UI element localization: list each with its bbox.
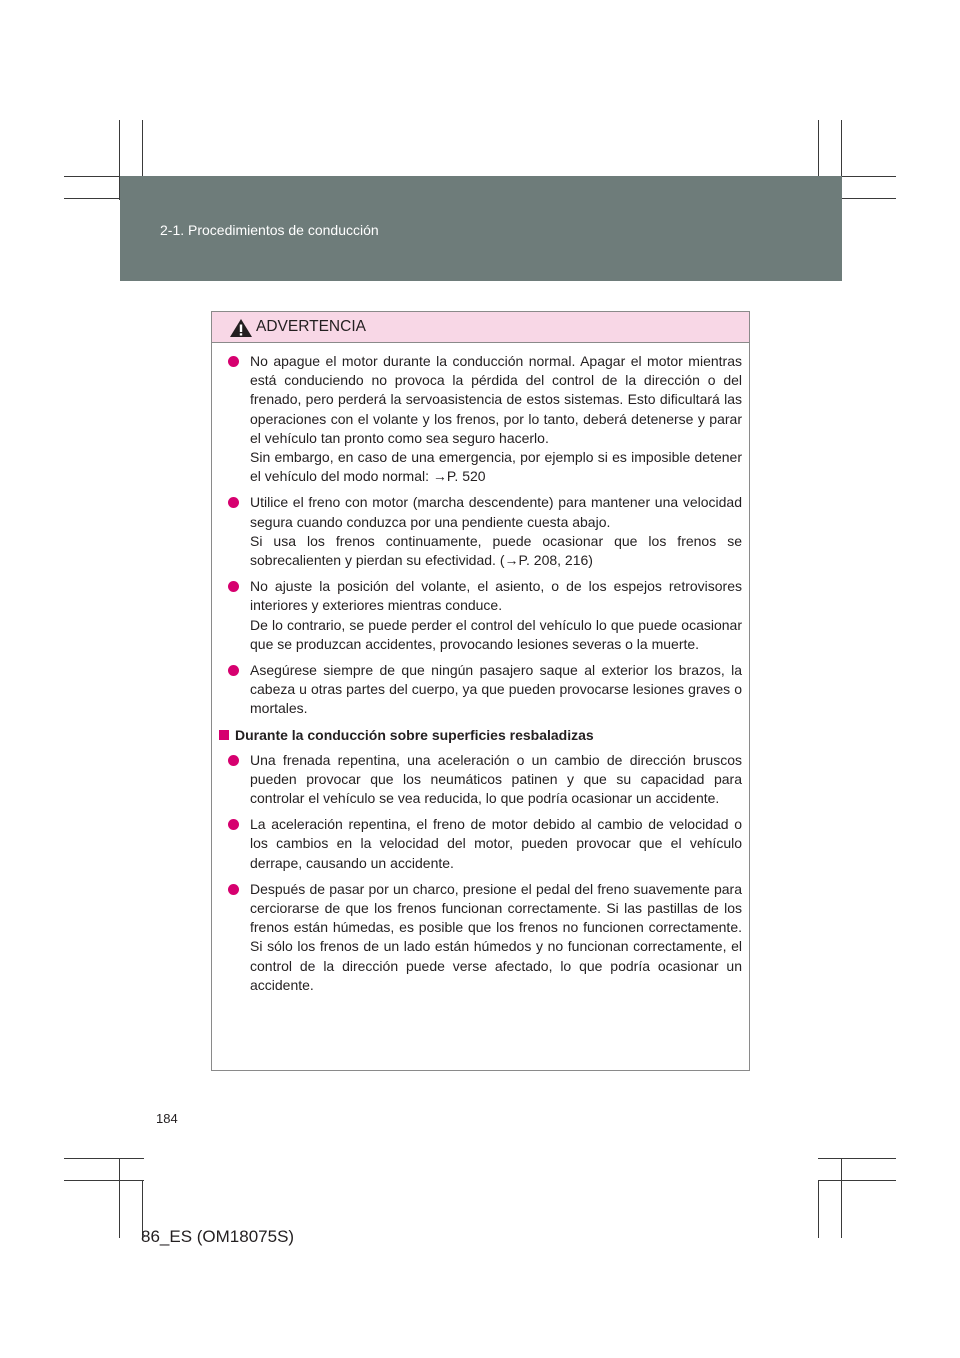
warning-header bbox=[212, 312, 749, 343]
item-paragraph: Sin embargo, en caso de una emergencia, por ejemplo si es imposible detener el vehículo del modo normal: →P. 520 bbox=[250, 449, 742, 485]
section-title: 2-1. Procedimientos de conducción bbox=[160, 222, 379, 238]
subheading bbox=[219, 726, 742, 745]
warning-list-item bbox=[227, 880, 742, 995]
document-code: 86_ES (OM18075S) bbox=[141, 1227, 295, 1246]
warning-body bbox=[212, 343, 749, 995]
crop-mark bbox=[64, 1158, 144, 1159]
warning-items-slippery bbox=[219, 751, 742, 995]
item-paragraph: No apague el motor durante la conducción normal. Apagar el motor mientras está conduciendo no provoca la pérdida del control de la dirección o del frenado, pero perderá la servoasistencia de estos sistemas. Esto dificultará las operaciones con el volante y los frenos, por lo tanto, deberá detenerse y parar el vehículo tan pronto como sea seguro hacerlo. bbox=[250, 353, 742, 446]
bullet-dot-icon bbox=[228, 755, 239, 766]
square-bullet-icon bbox=[219, 730, 229, 740]
warning-list-item bbox=[227, 577, 742, 654]
item-paragraph: De lo contrario, se puede perder el control del vehículo lo que puede ocasionar que se produzcan accidentes, provocando lesiones severas o la muerte. bbox=[250, 616, 742, 652]
page-number: 184 bbox=[156, 1111, 178, 1126]
crop-mark bbox=[818, 1180, 819, 1238]
item-paragraph: Una frenada repentina, una aceleración o un cambio de dirección bruscos pueden provocar que los neumáticos patinen y que su capacidad para controlar el vehículo se vea reducida, lo que podría ocasionar un accidente. bbox=[250, 751, 742, 807]
warning-title: ADVERTENCIA bbox=[256, 318, 366, 335]
warning-box bbox=[211, 311, 750, 1071]
warning-items-general bbox=[219, 352, 742, 719]
warning-triangle-icon bbox=[229, 318, 253, 338]
item-paragraph: La aceleración repentina, el freno de motor debido al cambio de velocidad o los cambios en la velocidad del motor, pueden provocar que el vehículo derrape, causando un accidente. bbox=[250, 816, 742, 871]
warning-list-item bbox=[227, 815, 742, 873]
bullet-dot-icon bbox=[228, 356, 239, 367]
item-paragraph: Asegúrese siempre de que ningún pasajero saque al exterior los brazos, la cabeza u otras partes del cuerpo, ya que pueden provocarse lesiones graves o mortales. bbox=[250, 662, 742, 717]
bullet-dot-icon bbox=[228, 884, 239, 895]
section-header-band bbox=[120, 176, 842, 281]
warning-list-item bbox=[227, 352, 742, 486]
bullet-dot-icon bbox=[228, 665, 239, 676]
item-paragraph: Utilice el freno con motor (marcha descendente) para mantener una velocidad segura cuando conduzca por una pendiente cuesta abajo. bbox=[250, 494, 742, 530]
item-paragraph: Si usa los frenos continuamente, puede ocasionar que los frenos se sobrecalienten y pierdan su efectividad. (→P. 208, 216) bbox=[250, 532, 742, 569]
item-paragraph: Después de pasar por un charco, presione el pedal del freno suavemente para cerciorarse de que los frenos funcionan correctamente. Si las pastillas de los frenos están húmedas, es posible que los frenos no funcionen correctamente. Si sólo los frenos de un lado están húmedos y no funcionan correctamente, el control de la dirección puede verse afectado, lo que podría ocasionar un accidente. bbox=[250, 880, 742, 993]
crop-mark bbox=[119, 1158, 120, 1238]
warning-list-item bbox=[227, 751, 742, 809]
bullet-dot-icon bbox=[228, 581, 239, 592]
subheading-text: Durante la conducción sobre superficies resbaladizas bbox=[235, 726, 594, 743]
crop-mark bbox=[64, 1180, 144, 1181]
warning-list-item bbox=[227, 493, 742, 570]
crop-mark bbox=[818, 1158, 896, 1159]
crop-mark bbox=[841, 1158, 842, 1238]
crop-mark bbox=[818, 1180, 896, 1181]
bullet-dot-icon bbox=[228, 497, 239, 508]
warning-list-item bbox=[227, 661, 742, 719]
bullet-dot-icon bbox=[228, 819, 239, 830]
item-paragraph: No ajuste la posición del volante, el asiento, o de los espejos retrovisores interiores y exteriores mientras conduce. bbox=[250, 578, 742, 614]
